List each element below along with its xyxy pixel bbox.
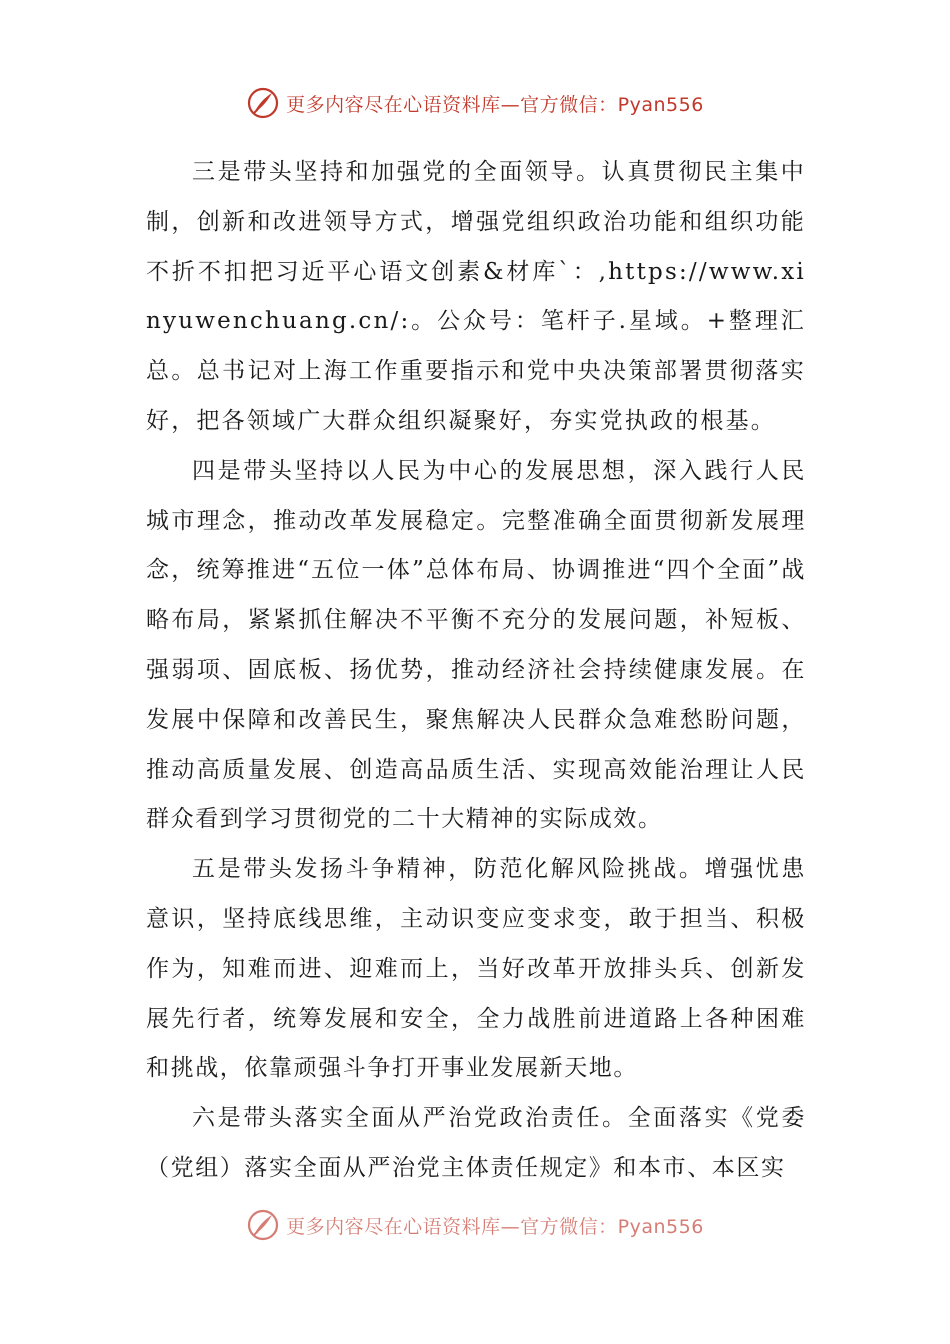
watermark-text: 更多内容尽在心语资料库—官方微信：Pyan556 [286,1215,704,1238]
document-body [146,148,806,1194]
pen-logo-icon [246,86,280,120]
paragraph-1: 三是带头坚持和加强党的全面领导。认真贯彻民主集中制，创新和改进领导方式，增强党组织政治功能和组织功能不折不扣把习近平心语文创素&材库`：,https://www.xinyuwenchuang.cn/:。公众号：笔杆子.星域。+整理汇总。总书记对上海工作重要指示和党中央决策部署贯彻落实好，把各领域广大群众组织凝聚好，夯实党执政的根基。 [146,159,806,434]
watermark-header [0,86,950,120]
pen-logo-icon [246,1208,280,1242]
watermark-footer [0,1208,950,1242]
paragraph-4: 六是带头落实全面从严治党政治责任。全面落实《党委（党组）落实全面从严治党主体责任规定》和本市、本区实 [146,1105,806,1181]
paragraph-3: 五是带头发扬斗争精神，防范化解风险挑战。增强忧患意识，坚持底线思维，主动识变应变求变，敢于担当、积极作为，知难而进、迎难而上，当好改革开放排头兵、创新发展先行者，统筹发展和安全，全力战胜前进道路上各种困难和挑战，依靠顽强斗争打开事业发展新天地。 [146,856,806,1082]
paragraph-2: 四是带头坚持以人民为中心的发展思想，深入践行人民城市理念，推动改革发展稳定。完整准确全面贯彻新发展理念，统筹推进“五位一体”总体布局、协调推进“四个全面”战略布局，紧紧抓住解决不平衡不充分的发展问题，补短板、强弱项、固底板、扬优势，推动经济社会持续健康发展。在发展中保障和改善民生，聚焦解决人民群众急难愁盼问题，推动高质量发展、创造高品质生活、实现高效能治理让人民群众看到学习贯彻党的二十大精神的实际成效。 [146,457,806,833]
watermark-text: 更多内容尽在心语资料库—官方微信：Pyan556 [286,93,704,116]
